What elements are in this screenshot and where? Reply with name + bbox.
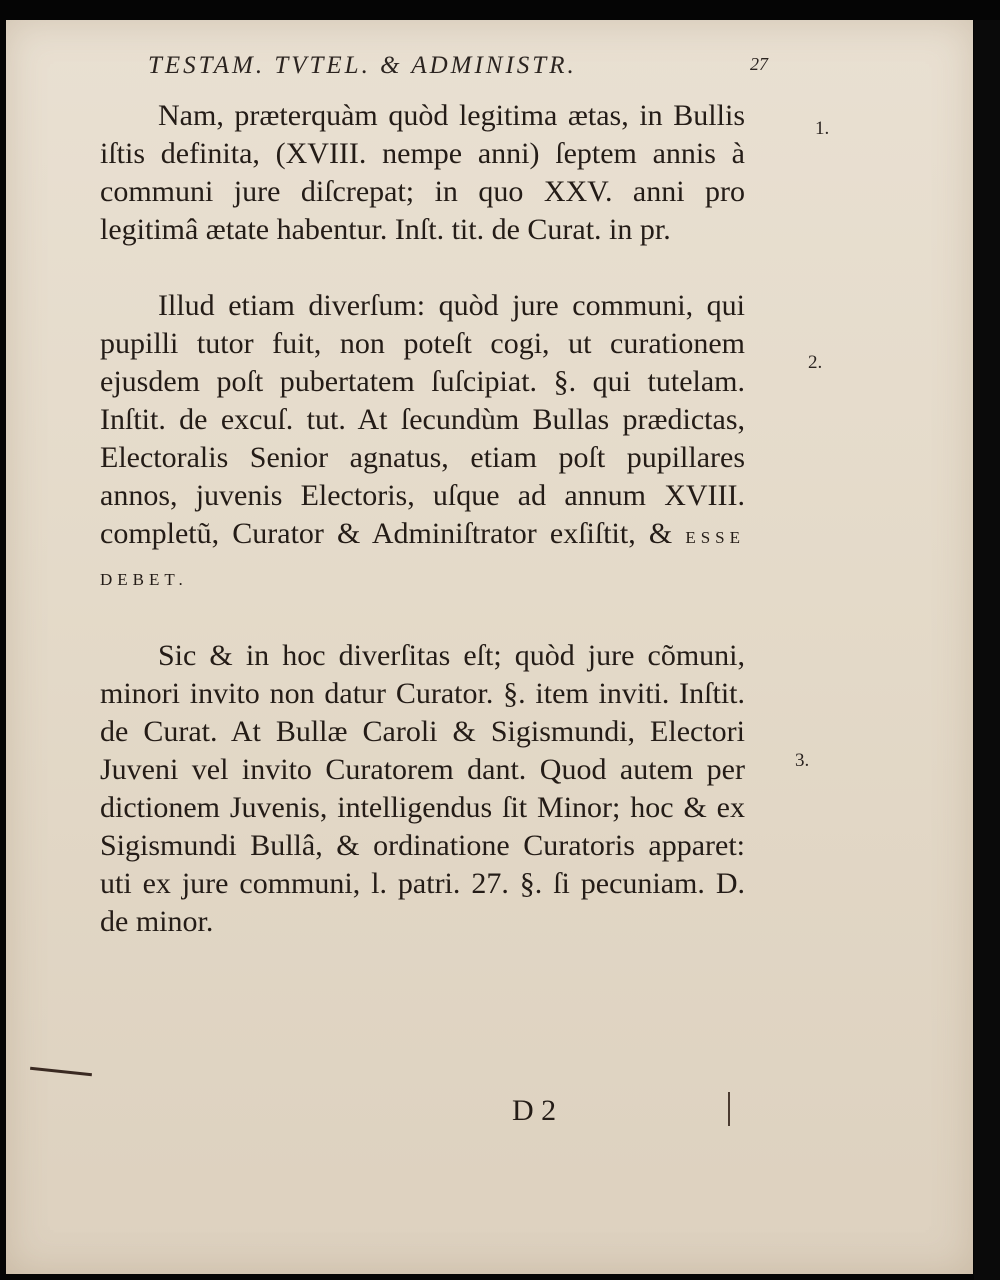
folio-number: 27 xyxy=(750,54,768,74)
paragraph-2-text: Illud etiam diverſum: quòd jure communi, qui pupilli tutor fuit, non poteſt cogi, ut curationem ejusdem poſt pubertatem ſuſcipiat. §. qui tutelam. Inſtit. de excuſ. tut. At ſecundùm Bullas prӕdictas, Electoralis Senior agnatus, etiam poſt pupillares annos, juvenis Electoris, uſque ad annum XVIII. completũ, Curator & Adminiſtrator exſiſtit, & xyxy=(100,289,745,550)
margin-number-3: 3. xyxy=(795,750,810,771)
page-edge-shadow xyxy=(974,20,1000,1280)
paragraph-2 xyxy=(100,287,745,599)
paragraph-2-smallcaps: ESSE DEBET. xyxy=(100,528,745,589)
running-title: TESTAM. TVTEL. & ADMINISTR. xyxy=(148,52,577,79)
margin-number-2: 2. xyxy=(808,352,823,373)
margin-number-1: 1. xyxy=(815,118,830,139)
signature-mark: D 2 xyxy=(512,1094,557,1127)
ink-tick xyxy=(728,1092,730,1126)
running-header xyxy=(148,52,768,80)
main-text xyxy=(100,97,745,941)
paragraph-1: Nam, prӕterquàm quòd legitima ӕtas, in Bullis iſtis definita, (XVIII. nempe anni) ſeptem annis à communi jure diſcrepat; in quo XXV. anni pro legitimâ ӕtate habentur. Inſt. tit. de Curat. in pr. xyxy=(100,99,745,246)
paragraph-3: Sic & in hoc diverſitas eſt; quòd jure cõmuni, minori invito non datur Curator. §. item inviti. Inſtit. de Curat. At Bullӕ Caroli & Sigismundi, Electori Juveni vel invito Curatorem dant. Quod autem per dictionem Juvenis, intelligendus ſit Minor; hoc & ex Sigismundi Bullâ, & ordinatione Curatoris apparet: uti ex jure communi, l. patri. 27. §. ſi pecuniam. D. de minor. xyxy=(100,639,745,938)
